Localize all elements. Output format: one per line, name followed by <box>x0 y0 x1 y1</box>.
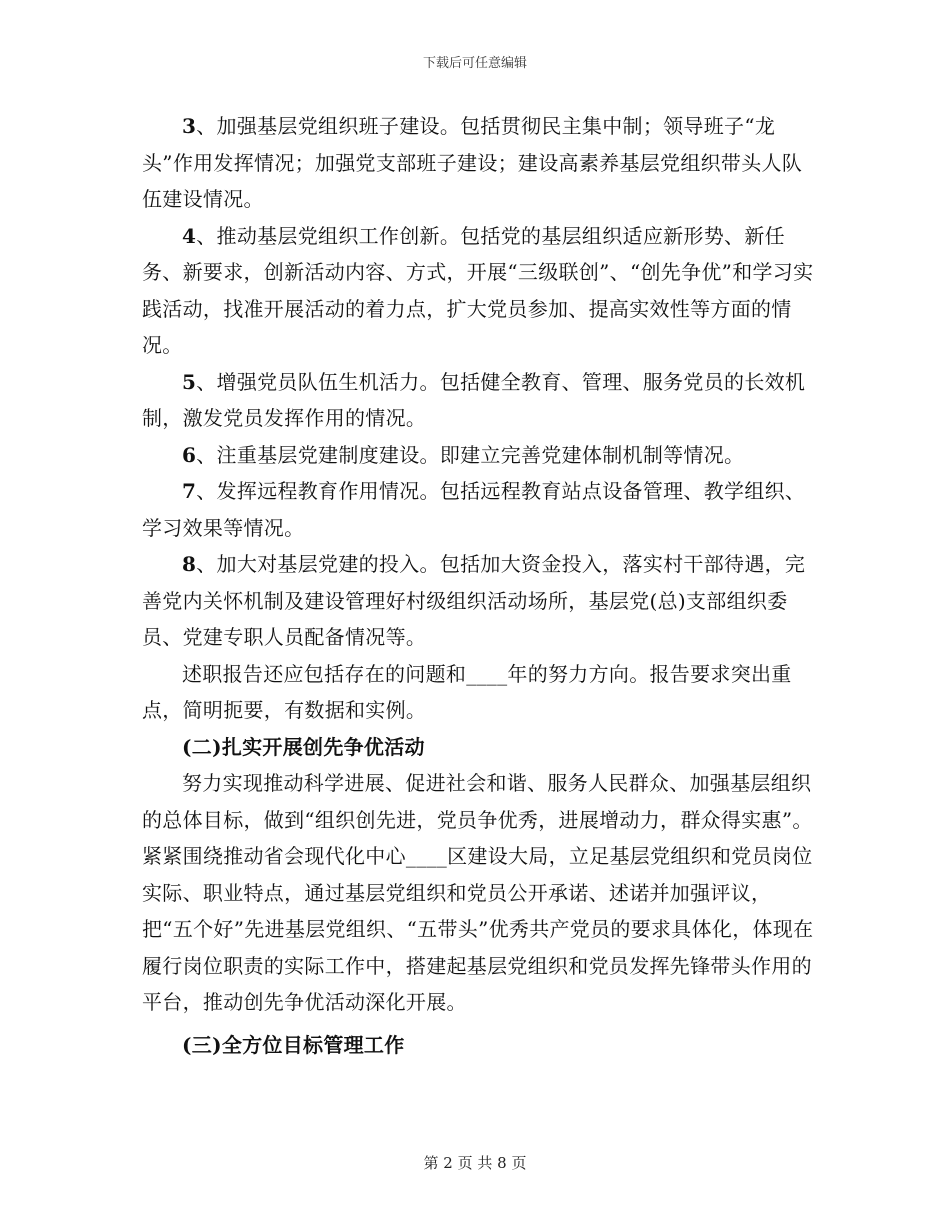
item-number: 3 <box>182 114 197 138</box>
paragraph-item-7 <box>142 473 822 546</box>
item-text: 、加大对基层党建的投入。包括加大资金投入，落实村干部待遇，完善党内关怀机制及建设管理好村级组织活动场所，基层党(总)支部组织委员、党建专职人员配备情况等。 <box>142 552 806 649</box>
item-text: 、加强基层党组织班子建设。包括贯彻民主集中制；领导班子“龙头”作用发挥情况；加强党支部班子建设；建设高素养基层党组织带头人队伍建设情况。 <box>142 114 803 211</box>
item-number: 6 <box>182 442 197 467</box>
document-body <box>142 108 822 1063</box>
page-number: 第 2 页 共 8 页 <box>423 1154 527 1172</box>
paragraph-section-2: 努力实现推动科学进展、促进社会和谐、服务人民群众、加强基层组织的总体目标，做到“组织创先进，党员争优秀，进展增动力，群众得实惠”。紧紧围绕推动省会现代化中心____区建设大局，立足基层党组织和党员岗位实际、职业特点，通过基层党组织和党员公开承诺、述诺并加强评议，把“五个好”先进基层党组织、“五带头”优秀共产党员的要求具体化，体现在履行岗位职责的实际工作中，搭建起基层党组织和党员发挥先锋带头作用的平台，推动创先争优活动深化开展。 <box>142 771 814 1014</box>
item-text: 、发挥远程教育作用情况。包括远程教育站点设备管理、教学组织、学习效果等情况。 <box>142 479 806 540</box>
section-heading-2: (二)扎实开展创先争优活动 <box>182 734 425 759</box>
paragraph-item-3 <box>142 108 822 218</box>
paragraph-report-note: 述职报告还应包括存在的问题和____年的努力方向。报告要求突出重点，简明扼要，有数据和实例。 <box>142 661 792 722</box>
item-text: 、推动基层党组织工作创新。包括党的基层组织适应新形势、新任务、新要求，创新活动内容、方式，开展“三级联创”、“创先争优”和学习实践活动，找准开展活动的着力点，扩大党员参加、提高实效性等方面的情况。 <box>142 223 814 357</box>
paragraph-item-4 <box>142 218 822 364</box>
paragraph-item-5 <box>142 364 822 437</box>
section-heading-3: (三)全方位目标管理工作 <box>182 1032 405 1057</box>
paragraph-item-6 <box>142 437 822 474</box>
item-number: 7 <box>182 479 197 503</box>
item-number: 8 <box>182 552 197 576</box>
page-header: 下载后可任意编辑 <box>422 56 527 71</box>
paragraph-item-8 <box>142 546 822 656</box>
item-text: 、注重基层党建制度建设。即建立完善党建体制机制等情况。 <box>196 442 745 467</box>
item-number: 4 <box>182 223 197 248</box>
item-number: 5 <box>182 369 197 394</box>
item-text: 、增强党员队伍生机活力。包括健全教育、管理、服务党员的长效机制，激发党员发挥作用的情况。 <box>142 369 806 430</box>
